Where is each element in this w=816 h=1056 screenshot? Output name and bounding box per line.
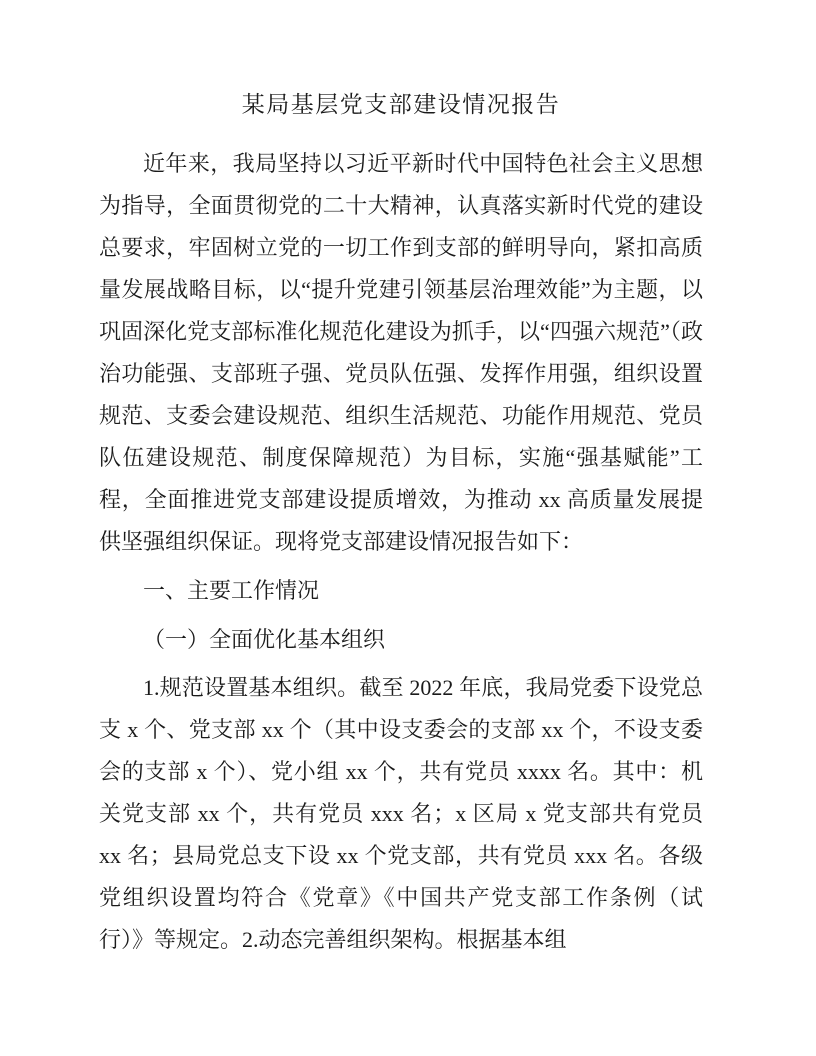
document-title: 某局基层党支部建设情况报告 bbox=[241, 92, 561, 117]
organization-setup-paragraph: 1.规范设置基本组织。截至 2022 年底，我局党委下设党总支 x 个、党支部 xx 个（其中设支委会的支部 xx 个，不设支委会的支部 x 个）、党小组 xx 个，共有党员 xxxx 名。其中：机关党支部 xx 个，共有党员 xxx 名；x 区局 x 党支部共有党员 xx 名；县局党总支下设 xx 个党支部，共有党员 xxx 名。各级党组织设置均符合《党章》《中国共产党支部工作条例（试行）》等规定。2.动态完善组织架构。根据基本组 bbox=[99, 675, 703, 952]
subsection-heading-optimize-organization: （一）全面优化基本组织 bbox=[143, 627, 386, 652]
section-heading-main-work: 一、主要工作情况 bbox=[143, 578, 320, 603]
document-content bbox=[99, 84, 703, 961]
intro-paragraph: 近年来，我局坚持以习近平新时代中国特色社会主义思想为指导，全面贯彻党的二十大精神，认真落实新时代党的建设总要求，牢固树立党的一切工作到支部的鲜明导向，紧扣高质量发展战略目标，以“提升党建引领基层治理效能”为主题，以巩固深化党支部标准化规范化建设为抓手，以“四强六规范”（政治功能强、支部班子强、党员队伍强、发挥作用强，组织设置规范、支委会建设规范、组织生活规范、功能作用规范、党员队伍建设规范、制度保障规范）为目标，实施“强基赋能”工程，全面推进党支部建设提质增效，为推动 xx 高质量发展提供坚强组织保证。现将党支部建设情况报告如下： bbox=[99, 151, 703, 554]
